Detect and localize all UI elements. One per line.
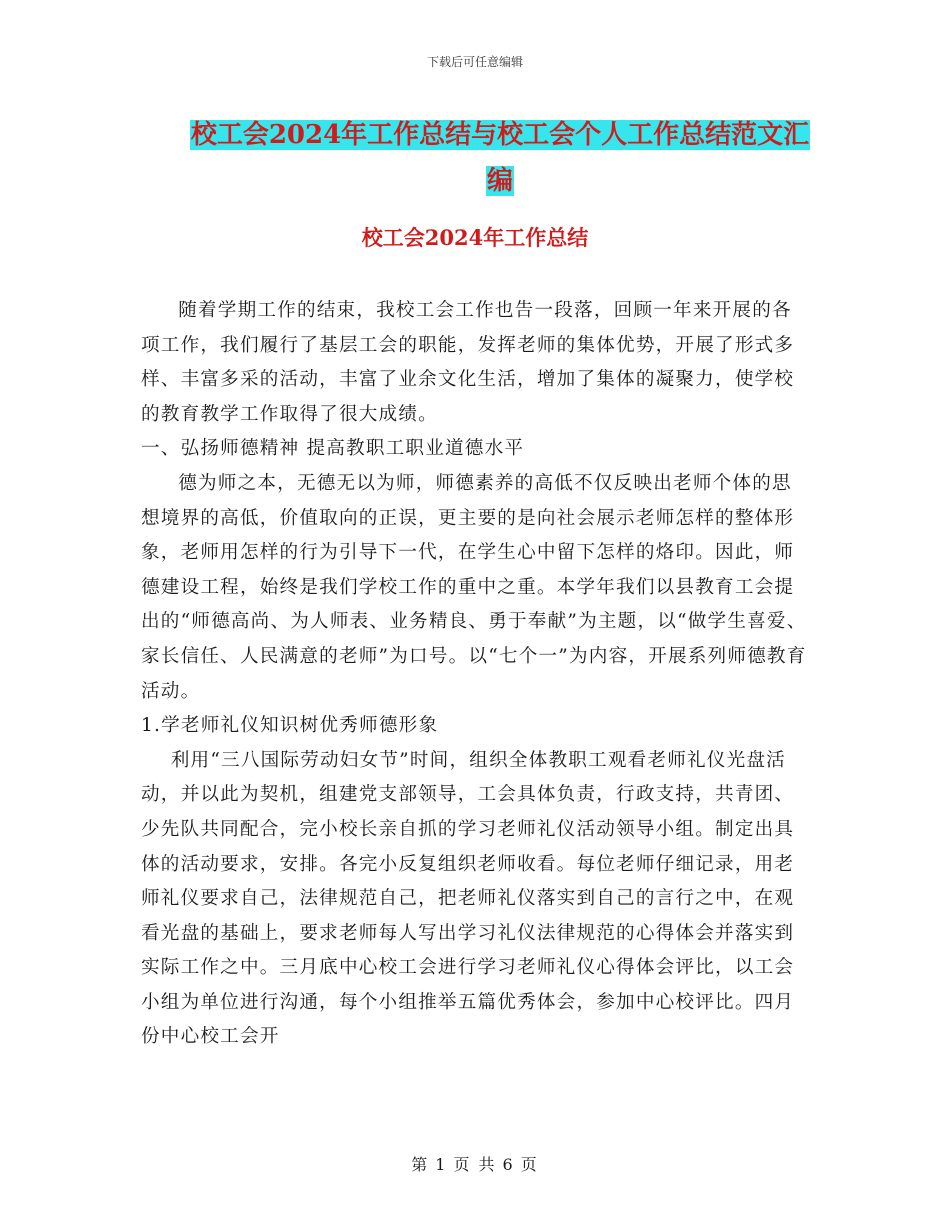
subheading-one: 1.学老师礼仪知识树优秀师德形象 [141, 715, 439, 737]
document-title [140, 112, 860, 204]
footer-middle: 页 共 [453, 1155, 497, 1174]
intro-paragraph: 随着学期工作的结束，我校工会工作也告一段落，回顾一年来开展的各项工作，我们履行了基层工会的职能，发挥老师的集体优势，开展了形式多样、丰富多采的活动，丰富了业余文化生活，增加了集体的凝聚力，使学校的教育教学工作取得了很大成绩。 [141, 300, 795, 425]
total-pages: 6 [502, 1155, 515, 1174]
page-footer [0, 1152, 950, 1175]
footer-prefix: 第 [411, 1155, 430, 1174]
ethics-paragraph: 德为师之本，无德无以为师，师德素养的高低不仅反映出老师个体的思想境界的高低，价值取向的正误，更主要的是向社会展示老师怎样的整体形象，老师用怎样的行为引导下一代，在学生心中留下怎样的烙印。因此，师德建设工程，始终是我们学校工作的重中之重。本学年我们以县教育工会提出的“师德高尚、为人师表、业务精良、勇于奉献”为主题，以“做学生喜爱、家长信任、人民满意的老师”为口号。以“七个一”为内容，开展系列师德教育活动。 [141, 472, 807, 702]
section-title: 校工会2024年工作总结 [361, 225, 589, 250]
heading-one: 一、弘扬师德精神 提高教职工职业道德水平 [141, 438, 525, 460]
etiquette-paragraph: 利用“三八国际劳动妇女节”时间，组织全体教职工观看老师礼仪光盘活动，并以此为契机，组建党支部领导，工会具体负责，行政支持，共青团、少先队共同配合，完小校长亲自抓的学习老师礼仪活动领导小组。制定出具体的活动要求，安排。各完小反复组织老师收看。每位老师仔细记录，用老师礼仪要求自己，法律规范自己，把老师礼仪落实到自己的言行之中，在观看光盘的基础上，要求老师每人写出学习礼仪法律规范的心得体会并落实到实际工作之中。三月底中心校工会进行学习老师礼仪心得体会评比，以工会小组为单位进行沟通，每个小组推举五篇优秀体会，参加中心校评比。四月份中心校工会开 [141, 749, 795, 1048]
body-text [141, 294, 811, 1055]
footer-suffix: 页 [520, 1155, 539, 1174]
title-line-2: 编 [486, 166, 513, 196]
header-note: 下载后可任意编辑 [426, 55, 523, 69]
title-line-1: 校工会2024年工作总结与校工会个人工作总结范文汇 [190, 120, 810, 150]
page-number: 1 [435, 1155, 448, 1174]
